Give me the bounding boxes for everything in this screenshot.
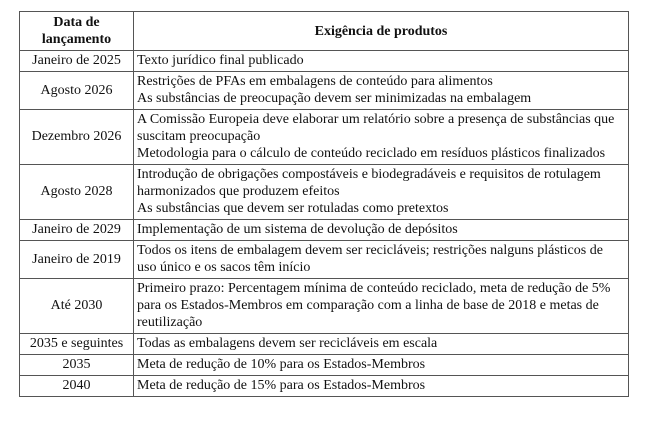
row-requirement (134, 165, 629, 220)
table-row (20, 110, 629, 165)
row-requirement (134, 279, 629, 334)
requirement-item: Primeiro prazo: Percentagem mínima de conteúdo reciclado, meta de redução de 5% para os Estados-Membros em comparação com a linha de base de 2018 e metas de reutilização (137, 281, 611, 330)
requirement-item: Todos os itens de embalagem devem ser recicláveis; restrições nalguns plásticos de uso único e os sacos têm início (137, 243, 603, 275)
row-requirement (134, 72, 629, 110)
header-date-line2: lançamento (41, 32, 112, 47)
requirement-item: Introdução de obrigações compostáveis e biodegradáveis e requisitos de rotulagem harmonizados que produzem efeitos (137, 167, 601, 199)
header-row (20, 12, 629, 51)
requirement-item: As substâncias que devem ser rotuladas como pretextos (137, 201, 449, 216)
table-row (20, 376, 629, 397)
row-date: 2035 e seguintes (20, 334, 134, 355)
row-requirement (134, 220, 629, 241)
requirement-item: Texto jurídico final publicado (137, 53, 304, 68)
row-date: Agosto 2026 (20, 72, 134, 110)
table-row (20, 279, 629, 334)
requirement-item: Todas as embalagens devem ser recicláveis em escala (137, 336, 438, 351)
row-date: Até 2030 (20, 279, 134, 334)
row-requirement (134, 51, 629, 72)
requirements-table (19, 11, 629, 397)
table-row (20, 220, 629, 241)
row-requirement (134, 376, 629, 397)
table-row (20, 72, 629, 110)
row-date: Dezembro 2026 (20, 110, 134, 165)
table-row (20, 355, 629, 376)
requirement-item: Meta de redução de 10% para os Estados-Membros (137, 357, 426, 372)
requirement-item: Restrições de PFAs em embalagens de conteúdo para alimentos (137, 74, 493, 89)
header-date (20, 12, 134, 51)
row-requirement (134, 334, 629, 355)
row-date: 2040 (20, 376, 134, 397)
row-date: Agosto 2028 (20, 165, 134, 220)
header-date-line1: Data de (53, 15, 100, 30)
requirement-item: Meta de redução de 15% para os Estados-Membros (137, 378, 426, 393)
table-row (20, 334, 629, 355)
row-requirement (134, 110, 629, 165)
row-date: 2035 (20, 355, 134, 376)
row-requirement (134, 241, 629, 279)
requirement-item: As substâncias de preocupação devem ser minimizadas na embalagem (137, 91, 532, 106)
row-requirement (134, 355, 629, 376)
row-date: Janeiro de 2019 (20, 241, 134, 279)
requirement-item: Metodologia para o cálculo de conteúdo reciclado em resíduos plásticos finalizados (137, 146, 606, 161)
row-date: Janeiro de 2025 (20, 51, 134, 72)
header-requirement: Exigência de produtos (134, 12, 629, 51)
row-date: Janeiro de 2029 (20, 220, 134, 241)
requirement-item: Implementação de um sistema de devolução de depósitos (137, 222, 458, 237)
table-row (20, 165, 629, 220)
table-row (20, 51, 629, 72)
requirement-item: A Comissão Europeia deve elaborar um relatório sobre a presença de substâncias que suscitam preocupação (137, 112, 615, 144)
table-row (20, 241, 629, 279)
